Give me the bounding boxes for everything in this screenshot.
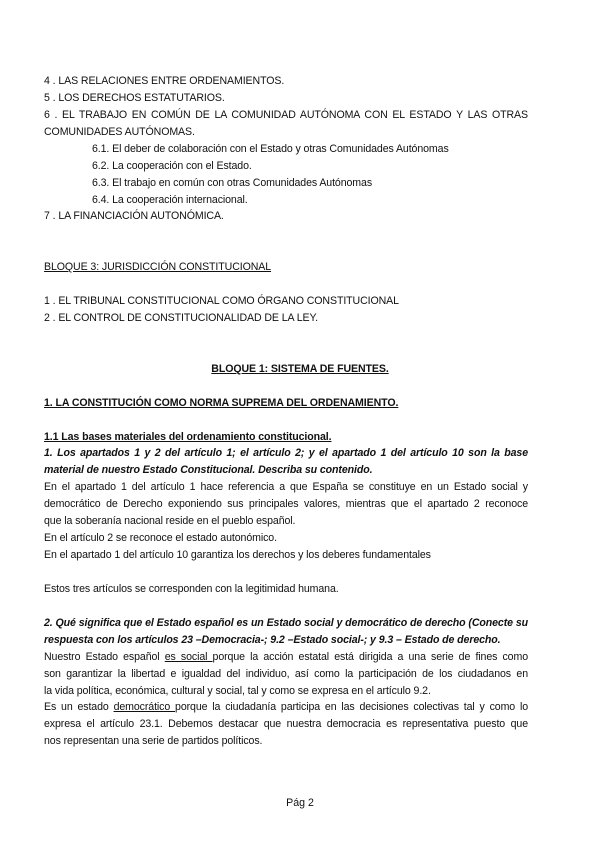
- toc-item-6-3: 6.3. El trabajo en común con otras Comunidades Autónomas: [92, 177, 373, 189]
- question-1-line-1: 1. Los apartados 1 y 2 del artículo 1; el artículo 2; y el apartado 1 del artículo 10 son la base: [44, 447, 528, 459]
- democratico-underlined: democrático: [113, 701, 176, 713]
- answer-1-line-1: En el apartado 1 del artículo 1 hace referencia a que España se constituye en un Estado social y: [44, 481, 528, 493]
- answer-2-line-1: [44, 650, 528, 664]
- answer-2-line-3: la vida política, económica, cultural y social, tal y como se expresa en el artículo 9.2.: [44, 685, 431, 697]
- question-2-line-1: 2. Qué significa que el Estado español es un Estado social y democrático de derecho (Conecte su: [44, 617, 528, 629]
- page-number: Pág 2: [286, 797, 314, 809]
- section1-title: 1. LA CONSTITUCIÓN COMO NORMA SUPREMA DEL ORDENAMIENTO.: [44, 397, 399, 409]
- toc-item-6-cont: COMUNIDADES AUTÓNOMAS.: [44, 126, 195, 138]
- question-2-line-2: respuesta con los artículos 23 –Democracia-; 9.2 –Estado social-; y 9.3 – Estado de derecho.: [44, 634, 501, 646]
- es-social-underlined: es social: [164, 651, 213, 663]
- answer-1-line-5: En el apartado 1 del artículo 10 garantiza los derechos y los deberes fundamentales: [44, 549, 431, 561]
- answer-2-line-1-end: porque la acción estatal está dirigida a una serie de fines como: [212, 651, 528, 663]
- bloque3-item-1: 1 . EL TRIBUNAL CONSTITUCIONAL COMO ÓRGANO CONSTITUCIONAL: [44, 295, 399, 307]
- answer-1-line-3: que la soberanía nacional reside en el pueblo español.: [44, 515, 296, 527]
- bloque3-item-2: 2 . EL CONTROL DE CONSTITUCIONALIDAD DE LA LEY.: [44, 312, 318, 324]
- toc-item-6: 6 . EL TRABAJO EN COMÚN DE LA COMUNIDAD AUTÓNOMA CON EL ESTADO Y LAS OTRAS: [44, 109, 528, 121]
- toc-item-5: 5 . LOS DERECHOS ESTATUTARIOS.: [44, 92, 225, 104]
- answer-2-line-1-start: Nuestro Estado español: [44, 651, 165, 663]
- bloque1-title: BLOQUE 1: SISTEMA DE FUENTES.: [211, 363, 389, 375]
- question-1-line-2: material de nuestro Estado Constitucional. Describa su contenido.: [44, 464, 373, 476]
- toc-item-6-2: 6.2. La cooperación con el Estado.: [92, 160, 252, 172]
- bloque3-title: BLOQUE 3: JURISDICCIÓN CONSTITUCIONAL: [44, 261, 272, 273]
- toc-item-6-4: 6.4. La cooperación internacional.: [92, 194, 248, 206]
- toc-item-4: 4 . LAS RELACIONES ENTRE ORDENAMIENTOS.: [44, 75, 285, 87]
- answer-2-line-4: [44, 700, 528, 714]
- toc-item-7: 7 . LA FINANCIACIÓN AUTONÓMICA.: [44, 210, 224, 222]
- answer-1-summary: Estos tres artículos se corresponden con la legitimidad humana.: [44, 583, 339, 595]
- answer-2-line-4-end: porque la ciudadanía participa en las decisiones colectivas tal y como lo: [175, 701, 529, 713]
- toc-item-6-1: 6.1. El deber de colaboración con el Estado y otras Comunidades Autónomas: [92, 143, 449, 155]
- answer-2-line-4-start: Es un estado: [44, 701, 114, 713]
- answer-1-line-4: En el artículo 2 se reconoce el estado autonómico.: [44, 532, 277, 544]
- answer-1-line-2: democrático de Derecho exponiendo sus principales valores, mientras que el apartado 2 reconoce: [44, 498, 528, 510]
- subsection-title: 1.1 Las bases materiales del ordenamiento constitucional.: [44, 431, 332, 443]
- answer-2-line-6: nos representan una serie de partidos políticos.: [44, 735, 263, 747]
- answer-2-line-5: expresa el artículo 23.1. Debemos destacar que nuestra democracia es representativa puesto que: [44, 718, 528, 730]
- answer-2-line-2: son garantizar la libertad e igualdad del individuo, así como la participación de los ciudadanos en: [44, 668, 528, 680]
